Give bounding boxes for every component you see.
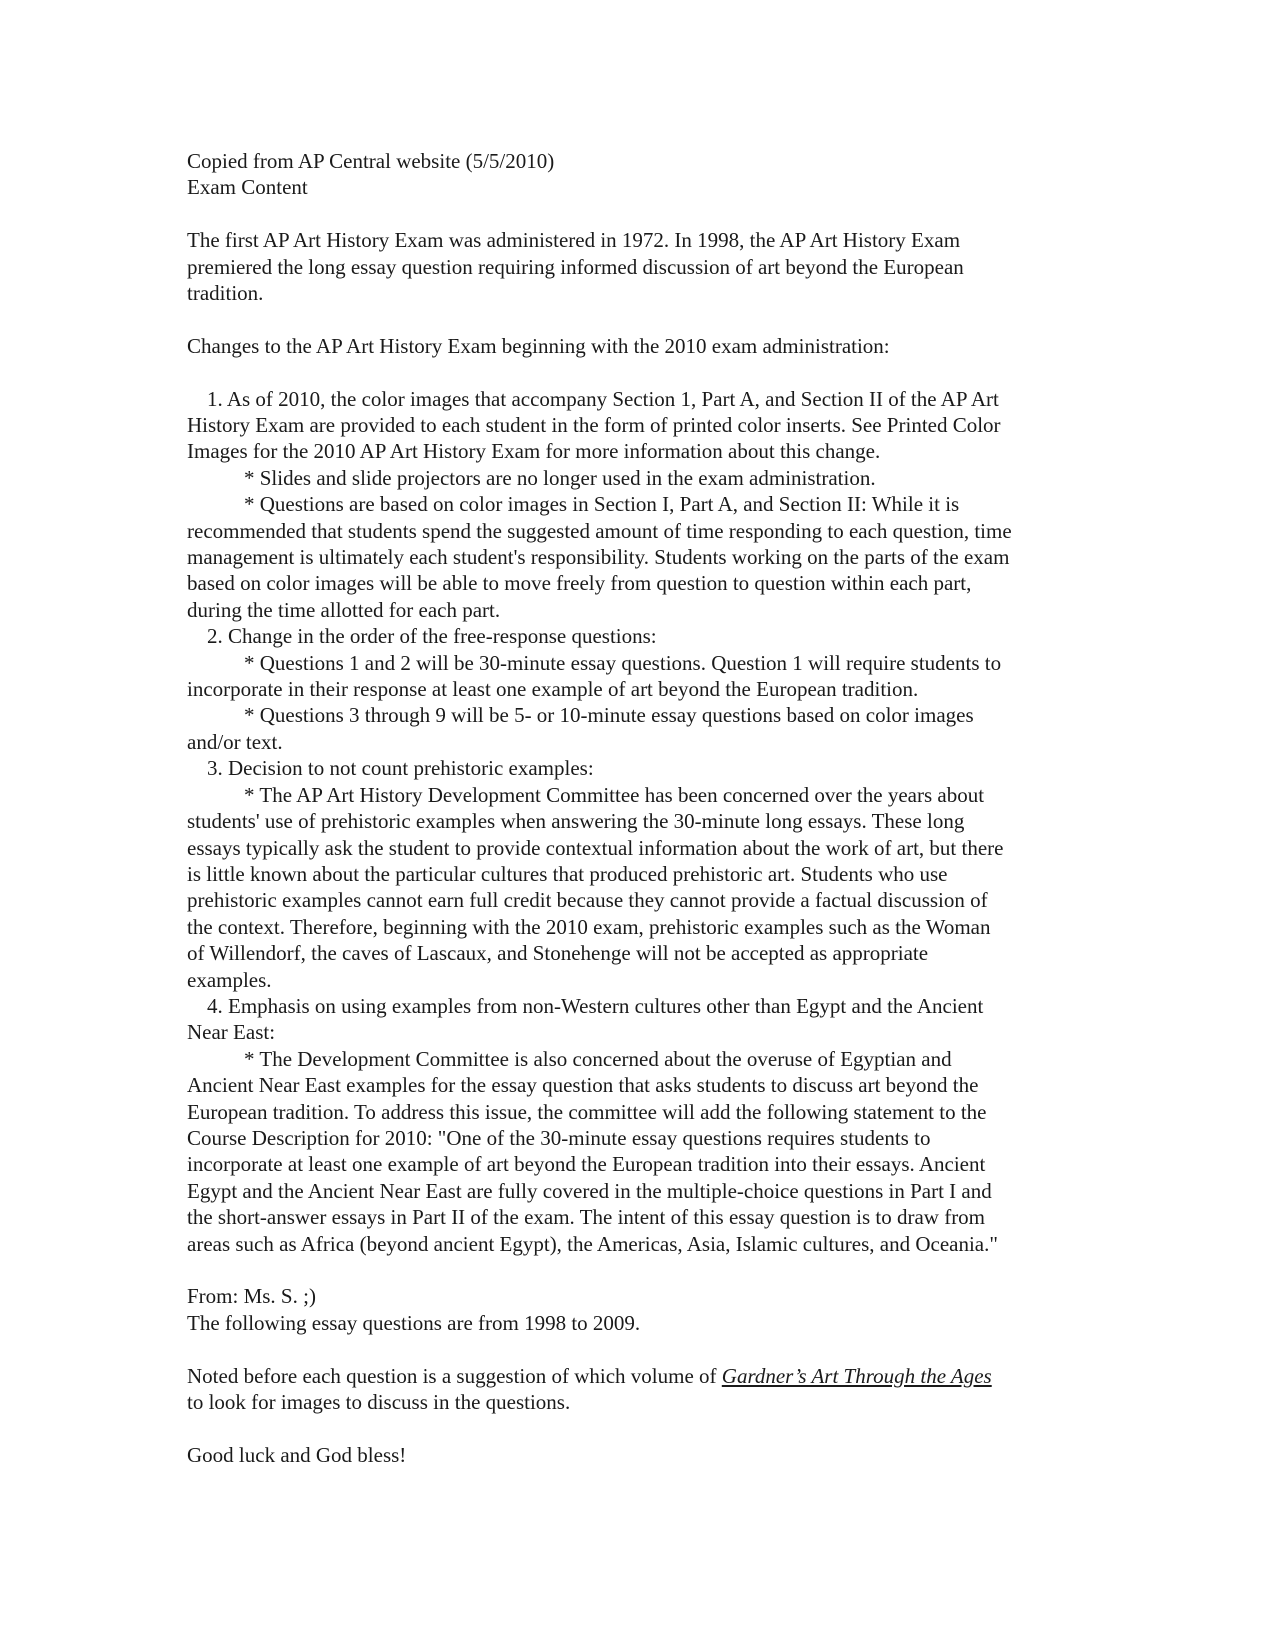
item1-bullet2-line: * Questions are based on color images in Section I, Part A, and Section II: While it is: [244, 492, 960, 517]
list-item-4: [187, 993, 1087, 1257]
item3-heading: 3. Decision to not count prehistoric examples:: [207, 756, 594, 781]
item3-bullet1-line: is little known about the particular cultures that produced prehistoric art. Students who use: [187, 861, 948, 886]
source-line: Copied from AP Central website (5/5/2010): [187, 149, 555, 173]
item4-bullet1-line: Egypt and the Ancient Near East are fully covered in the multiple-choice questions in Part I and: [187, 1178, 992, 1203]
spacer: [187, 306, 1087, 332]
item1-bullet2-line: recommended that students spend the suggested amount of time responding to each question, time: [187, 518, 1012, 543]
closing-line: Good luck and God bless!: [187, 1442, 407, 1467]
item4-bullet1-line: Course Description for 2010: "One of the 30-minute essay questions requires students to: [187, 1125, 931, 1150]
item4-bullet1-line: * The Development Committee is also concerned about the overuse of Egyptian and: [244, 1046, 952, 1071]
essays-line: The following essay questions are from 1998 to 2009.: [187, 1310, 641, 1335]
intro-line: tradition.: [187, 281, 264, 306]
item3-bullet1-line: the context. Therefore, beginning with the 2010 exam, prehistoric examples such as the Woman: [187, 914, 991, 939]
from-line: From: Ms. S. ;): [187, 1284, 316, 1309]
item1-bullet2-line: based on color images will be able to move freely from question to question within each part,: [187, 571, 972, 596]
item4-bullet1-line: Ancient Near East examples for the essay question that asks students to discuss art beyond the: [187, 1073, 979, 1098]
spacer: [187, 1257, 1087, 1283]
item2-heading: 2. Change in the order of the free-response questions:: [207, 624, 657, 649]
section-title: Exam Content: [187, 175, 308, 200]
item1-bullet2-line: management is ultimately each student's responsibility. Students working on the parts of the exam: [187, 545, 1010, 570]
item1-bullet1: * Slides and slide projectors are no longer used in the exam administration.: [244, 465, 876, 490]
noted-prefix: Noted before each question is a suggestion of which volume of: [187, 1363, 722, 1388]
intro-line: premiered the long essay question requiring informed discussion of art beyond the European: [187, 254, 964, 279]
item1-line: Images for the 2010 AP Art History Exam for more information about this change.: [187, 439, 881, 464]
item3-bullet1-line: prehistoric examples cannot earn full credit because they cannot provide a factual discussion of: [187, 888, 988, 913]
noted-line: [187, 1363, 1087, 1389]
item3-bullet1-line: of Willendorf, the caves of Lascaux, and Stonehenge will not be accepted as appropriate: [187, 941, 929, 966]
spacer: [187, 1336, 1087, 1362]
item2-bullet2-line: * Questions 3 through 9 will be 5- or 10-minute essay questions based on color images: [244, 703, 974, 728]
intro-line: The first AP Art History Exam was administered in 1972. In 1998, the AP Art History Exam: [187, 228, 961, 253]
item3-bullet1-line: examples.: [187, 967, 272, 992]
list-item-1: [187, 386, 1087, 624]
item4-bullet1-line: European tradition. To address this issue, the committee will add the following statement to the: [187, 1099, 987, 1124]
document-body: [187, 148, 1087, 1468]
noted-line-2: to look for images to discuss in the questions.: [187, 1390, 571, 1415]
item2-bullet1-line: incorporate in their response at least one example of art beyond the European tradition.: [187, 677, 919, 702]
item2-bullet1-line: * Questions 1 and 2 will be 30-minute essay questions. Question 1 will require students to: [244, 650, 1002, 675]
spacer: [187, 201, 1087, 227]
item4-bullet1-line: incorporate at least one example of art beyond the European tradition into their essays. Ancient: [187, 1152, 986, 1177]
item3-bullet1-line: * The AP Art History Development Committee has been concerned over the years about: [244, 782, 985, 807]
item3-bullet1-line: students' use of prehistoric examples when answering the 30-minute long essays. These long: [187, 809, 965, 834]
list-item-2: [187, 623, 1087, 755]
item1-line: 1. As of 2010, the color images that accompany Section 1, Part A, and Section II of the AP Art: [207, 386, 999, 411]
item4-bullet1-line: the short-answer essays in Part II of the exam. The intent of this essay question is to draw from: [187, 1205, 986, 1230]
spacer: [187, 359, 1087, 385]
spacer: [187, 1415, 1087, 1441]
item4-heading-line: 4. Emphasis on using examples from non-Western cultures other than Egypt and the Ancient: [207, 993, 984, 1018]
item1-bullet2-line: during the time allotted for each part.: [187, 597, 501, 622]
item2-bullet2-line: and/or text.: [187, 729, 283, 754]
list-item-3: [187, 755, 1087, 993]
intro-paragraph: [187, 227, 1087, 306]
changes-heading: Changes to the AP Art History Exam beginning with the 2010 exam administration:: [187, 333, 890, 358]
item3-bullet1-line: essays typically ask the student to provide contextual information about the work of art, but there: [187, 835, 1004, 860]
item1-line: History Exam are provided to each student in the form of printed color inserts. See Printed Color: [187, 413, 1001, 438]
item4-heading-line: Near East:: [187, 1020, 276, 1045]
item4-bullet1-line: areas such as Africa (beyond ancient Egypt), the Americas, Asia, Islamic cultures, and Oceania.": [187, 1231, 998, 1256]
book-title: Gardner’s Art Through the Ages: [721, 1363, 992, 1388]
